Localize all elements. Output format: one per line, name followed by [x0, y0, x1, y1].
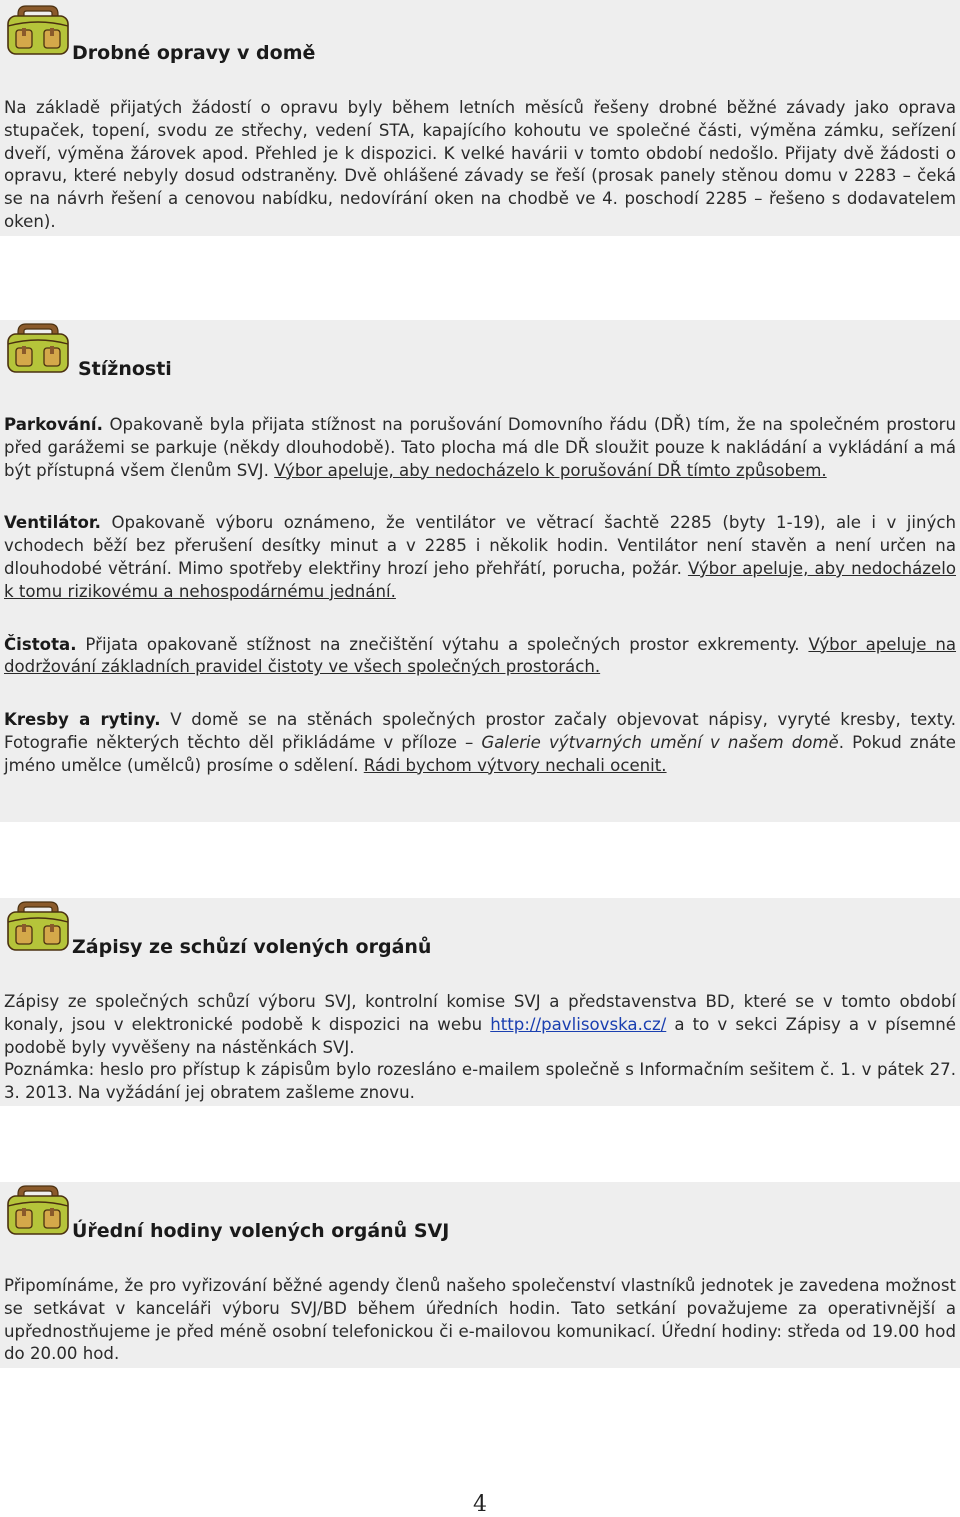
backpack-icon — [4, 322, 72, 374]
paragraph: Na základě přijatých žádostí o opravu byly během letních měsíců řešeny drobné běžné závady jako oprava stupaček, topení, svodu ze střechy, vedení STA, kapajícího kohoutu ve společné části, výměna zámku, seřízení dveří, výměna žárovek apod. Přehled je k dispozici. K velké havárii v tomto období nedošlo. Přijaty dvě žádosti o opravu, které nebyly dosud odstraněny. Dvě ohlášené závady se řeší (prosak panely stěnou domu v 2283 – čeká se na návrh řešení a cenovou nabídku, nedovírání oken na chodbě ve 4. poschodí 2285 – řešeno s dodavatelem oken). — [4, 98, 956, 231]
section-body — [4, 97, 956, 234]
section-drobne-opravy — [0, 0, 960, 236]
section-body — [4, 991, 956, 1105]
note: Poznámka: heslo pro přístup k zápisům bylo rozesláno e-mailem společně s Informačním sešitem č. 1. v pátek 27. 3. 2013. Na vyžádání jej obratem zašleme znovu. — [4, 1060, 956, 1103]
section-title: Drobné opravy v domě — [72, 42, 316, 64]
complaint-ventilator: Ventilátor. Opakovaně výboru oznámeno, že ventilátor ve větrací šachtě 2285 (byty 1-19), ale i v jiných vchodech běží bez přerušení desítky minut a v 2285 i několik hodin. Ventilátor není stavěn a není určen na dlouhodobé větrání. Mimo spotřeby elektřiny hrozí jeho přehřátí, porucha, požár. Výbor apeluje, aby nedocházelo k tomu rizikovému a nehospodárnému jednání. — [4, 513, 956, 601]
section-uredni-hodiny — [0, 1182, 960, 1368]
web-link[interactable]: http://pavlisovska.cz/ — [490, 1014, 667, 1034]
section-body — [4, 414, 956, 778]
backpack-icon — [4, 1184, 72, 1236]
complaint-cistota: Čistota. Přijata opakovaně stížnost na znečištění výtahu a společných prostor exkrementy. Výbor apeluje na dodržování základních pravidel čistoty ve všech společných prostorách. — [4, 634, 957, 677]
page-number: 4 — [473, 1492, 487, 1517]
complaint-parkovani: Parkování. Opakovaně byla přijata stížnost na porušování Domovního řádu (DŘ) tím, že na společném prostoru před garážemi se parkuje (někdy dlouhodobě). Tato plocha má dle DŘ sloužit pouze k nakládání a vykládání a má být přístupná všem členům SVJ. Výbor apeluje, aby nedocházelo k porušování DŘ tímto způsobem. — [4, 415, 956, 480]
paragraph: Připomínáme, že pro vyřizování běžné agendy členů našeho společenství vlastníků jednotek je zavedena možnost se setkávat v kanceláři výboru SVJ/BD během úředních hodin. Tato setkání považujeme za operativnější a upřednostňujeme je před méně osobní telefonickou či e-mailovou komunikací. Úřední hodiny: středa od 19.00 hod do 20.00 hod. — [4, 1276, 956, 1364]
section-body — [4, 1275, 956, 1366]
paragraph: Zápisy ze společných schůzí výboru SVJ, kontrolní komise SVJ a představenstva BD, které se v tomto období konaly, jsou v elektronické podobě k dispozici na webu http://pavlisovska.cz/ a to v sekci Zápisy a v písemné podobě byly vyvěšeny na nástěnkách SVJ. — [4, 992, 956, 1057]
section-title: Stížnosti — [78, 358, 172, 380]
section-title: Zápisy ze schůzí volených orgánů — [72, 936, 432, 958]
backpack-icon — [4, 900, 72, 952]
section-zapisy — [0, 898, 960, 1106]
complaint-kresby: Kresby a rytiny. V domě se na stěnách společných prostor začaly objevovat nápisy, vyryté kresby, texty. Fotografie některých těchto děl přikládáme v příloze – Galerie výtvarných umění v našem domě. Pokud znáte jméno umělce (umělců) prosíme o sdělení. Rádi bychom výtvory nechali ocenit. — [4, 710, 957, 775]
section-title: Úřední hodiny volených orgánů SVJ — [72, 1220, 450, 1242]
backpack-icon — [4, 4, 72, 56]
section-stiznosti — [0, 320, 960, 822]
